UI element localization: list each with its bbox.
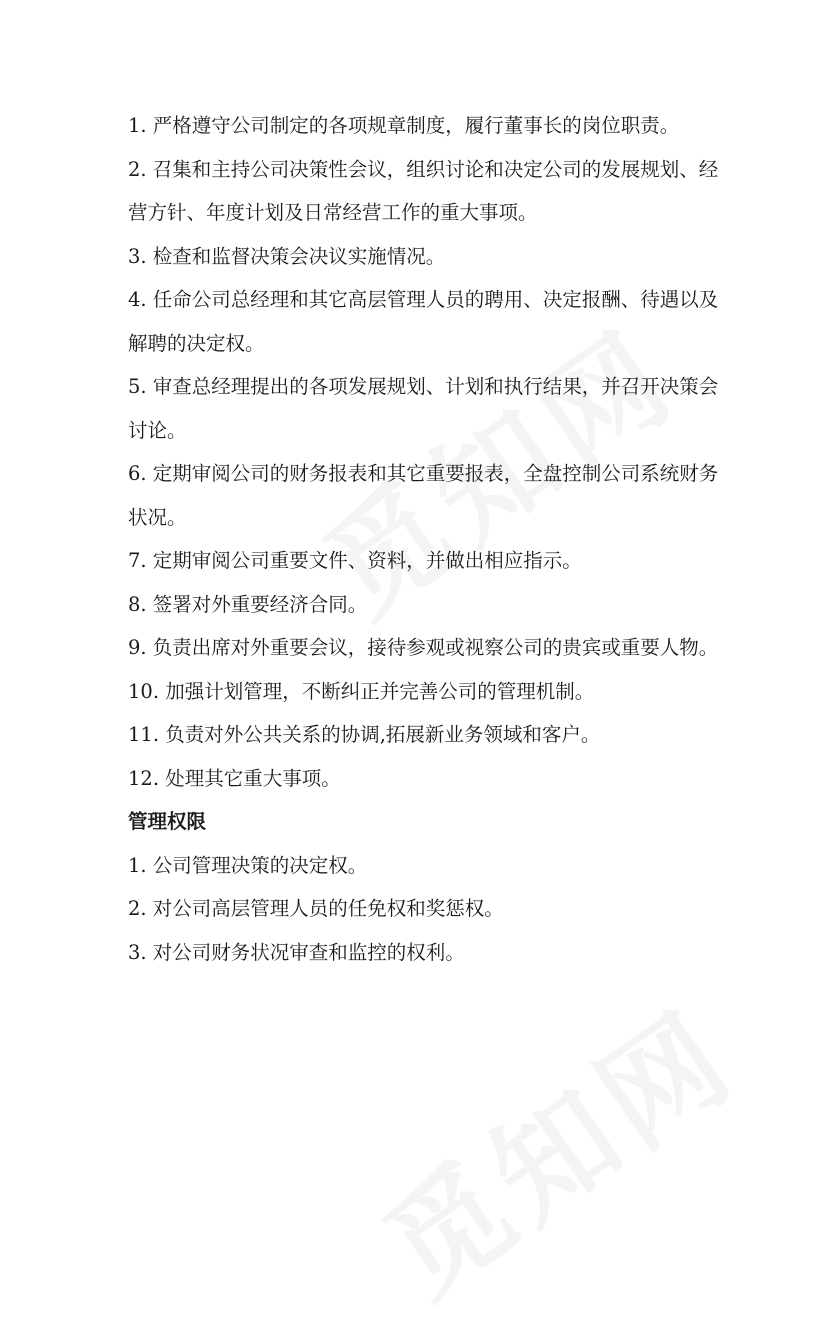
duty-item: 11. 负责对外公共关系的协调,拓展新业务领域和客户。 (128, 723, 601, 746)
watermark-text (346, 964, 764, 1328)
duty-item: 2. 召集和主持公司决策性会议，组织讨论和决定公司的发展规划、经营方针、年度计划及日常经营工作的重大事项。 (128, 157, 719, 224)
duty-item: 1. 严格遵守公司制定的各项规章制度，履行董事长的岗位职责。 (128, 114, 680, 137)
authority-item: 2. 对公司高层管理人员的任免权和奖惩权。 (128, 897, 504, 920)
duty-item: 8. 签署对外重要经济合同。 (128, 592, 368, 616)
authority-item: 1. 公司管理决策的决定权。 (128, 853, 368, 877)
duty-item: 5. 审查总经理提出的各项发展规划、计划和执行结果，并召开决策会讨论。 (128, 375, 719, 442)
duty-item: 12. 处理其它重大事项。 (128, 766, 341, 790)
duty-item: 9. 负责出席对外重要会议，接待参观或视察公司的贵宾或重要人物。 (128, 636, 719, 659)
section-heading-authority: 管理权限 (128, 810, 207, 833)
document-body (128, 104, 728, 974)
duty-item: 10. 加强计划管理，不断纠正并完善公司的管理机制。 (128, 679, 595, 703)
duty-item: 4. 任命公司总经理和其它高层管理人员的聘用、决定报酬、待遇以及解聘的决定权。 (128, 288, 719, 355)
duty-item: 6. 定期审阅公司的财务报表和其它重要报表，全盘控制公司系统财务状况。 (128, 462, 719, 529)
authority-item: 3. 对公司财务状况审查和监控的权利。 (128, 940, 465, 964)
duty-item: 3. 检查和监督决策会决议实施情况。 (128, 244, 446, 268)
duty-item: 7. 定期审阅公司重要文件、资料，并做出相应指示。 (128, 549, 582, 572)
